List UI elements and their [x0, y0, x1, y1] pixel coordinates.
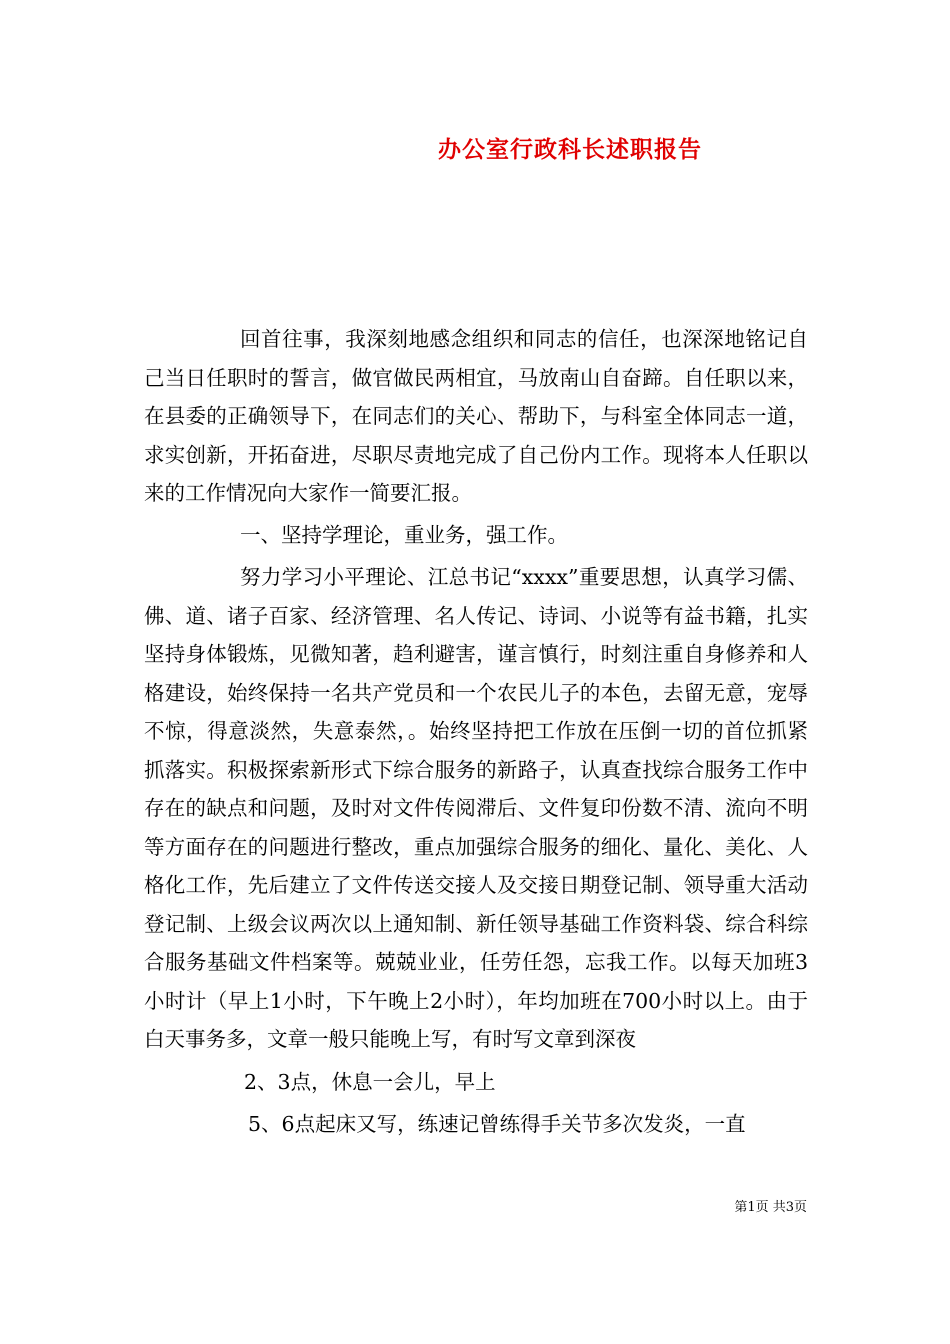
paragraph-intro: 回首往事，我深刻地感念组织和同志的信任，也深深地铭记自己当日任职时的誓言，做官做民两相宜，马放南山自奋蹄。自任职以来，在县委的正确领导下，在同志们的关心、帮助下，与科室全体同志一道，求实创新，开拓奋进，尽职尽责地完成了自己份内工作。现将本人任职以来的工作情况向大家作一简要汇报。 — [144, 327, 808, 505]
document-title: 办公室行政科长述职报告 — [438, 136, 702, 163]
paragraph-section-1: 努力学习小平理论、江总书记“xxxx”重要思想，认真学习儒、佛、道、诸子百家、经济管理、名人传记、诗词、小说等有益书籍，扎实坚持身体锻炼，见微知著，趋利避害，谨言慎行，时刻注重自身修养和人格建设，始终保持一名共产党员和一个农民儿子的本色，去留无意，宠辱不惊，得意淡然，失意泰然，。始终坚持把工作放在压倒一切的首位抓紧抓落实。积极探索新形式下综合服务的新路子，认真查找综合服务工作中存在的缺点和问题，及时对文件传阅滞后、文件复印份数不清、流向不明等方面存在的问题进行整改，重点加强综合服务的细化、量化、美化、人格化工作，先后建立了文件传送交接人及交接日期登记制、领导重大活动登记制、上级会议两次以上通知制、新任领导基础工作资料袋、综合科综合服务基础文件档案等。兢兢业业，任劳任怨，忘我工作。以每天加班3小时计（早上1小时，下午晚上2小时），年均加班在700小时以上。由于白天事务多，文章一般只能晚上写，有时写文章到深夜 — [144, 565, 808, 1051]
document-body — [144, 320, 808, 1144]
paragraph-fragment-1: 2、3点，休息一会儿，早上 — [244, 1069, 496, 1094]
paragraph-fragment-2: 5、6点起床又写，练速记曾练得手关节多次发炎，一直 — [248, 1112, 746, 1136]
page-number-footer: 第1页 共3页 — [734, 1200, 807, 1215]
section-heading-1: 一、坚持学理论，重业务，强工作。 — [240, 522, 568, 547]
